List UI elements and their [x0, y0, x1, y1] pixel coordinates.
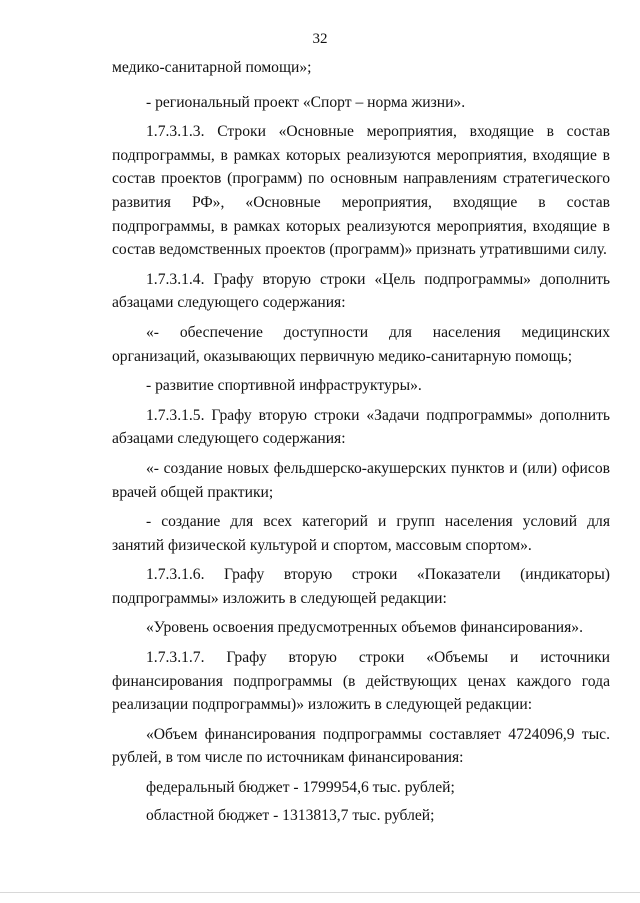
paragraph: - развитие спортивной инфраструктуры». [146, 377, 422, 395]
page-number: 32 [312, 31, 328, 47]
paragraph: «Объем финансирования подпрограммы составляет 4724096,9 тыс. рублей, в том числе по источникам финансирования: [112, 725, 610, 767]
paragraph: 1.7.3.1.3. Строки «Основные мероприятия, входящие в состав подпрограммы, в рамках которых реализуются мероприятия, входящие в состав проектов (программ) по основным направлениям стратегического развития РФ», «Основные мероприятия, входящие в состав подпрограммы, в рамках которых реализуются мероприятия, входящие в состав ведомственных проектов (программ)» признать утратившими силу. [112, 123, 610, 259]
paragraph: «- обеспечение доступности для населения медицинских организаций, оказывающих первичную медико-санитарную помощь; [112, 323, 610, 365]
paragraph: федеральный бюджет - 1799954,6 тыс. рублей; [146, 779, 455, 797]
paragraph: - создание для всех категорий и групп населения условий для занятий физической культурой и спортом, массовым спортом». [112, 513, 610, 554]
paragraph: 1.7.3.1.6. Графу вторую строки «Показатели (индикаторы) подпрограммы» изложить в следующей редакции: [112, 566, 610, 607]
paragraph: «- создание новых фельдшерско-акушерских пунктов и (или) офисов врачей общей практики; [112, 459, 610, 501]
paragraph: медико-санитарной помощи»; [112, 59, 312, 76]
paragraph: 1.7.3.1.7. Графу вторую строки «Объемы и источники финансирования подпрограммы (в действующих ценах каждого года реализации подпрограммы)» изложить в следующей редакции: [112, 649, 610, 714]
paragraph: 1.7.3.1.4. Графу вторую строки «Цель подпрограммы» дополнить абзацами следующего содержания: [112, 270, 610, 312]
page-bottom-edge [0, 892, 640, 893]
paragraph: 1.7.3.1.5. Графу вторую строки «Задачи подпрограммы» дополнить абзацами следующего содержания: [112, 406, 610, 448]
paragraph: областной бюджет - 1313813,7 тыс. рублей; [146, 806, 435, 824]
document-body [112, 56, 610, 831]
paragraph: «Уровень освоения предусмотренных объемов финансирования». [146, 619, 584, 637]
paragraph: - региональный проект «Спорт – норма жизни». [146, 93, 466, 111]
